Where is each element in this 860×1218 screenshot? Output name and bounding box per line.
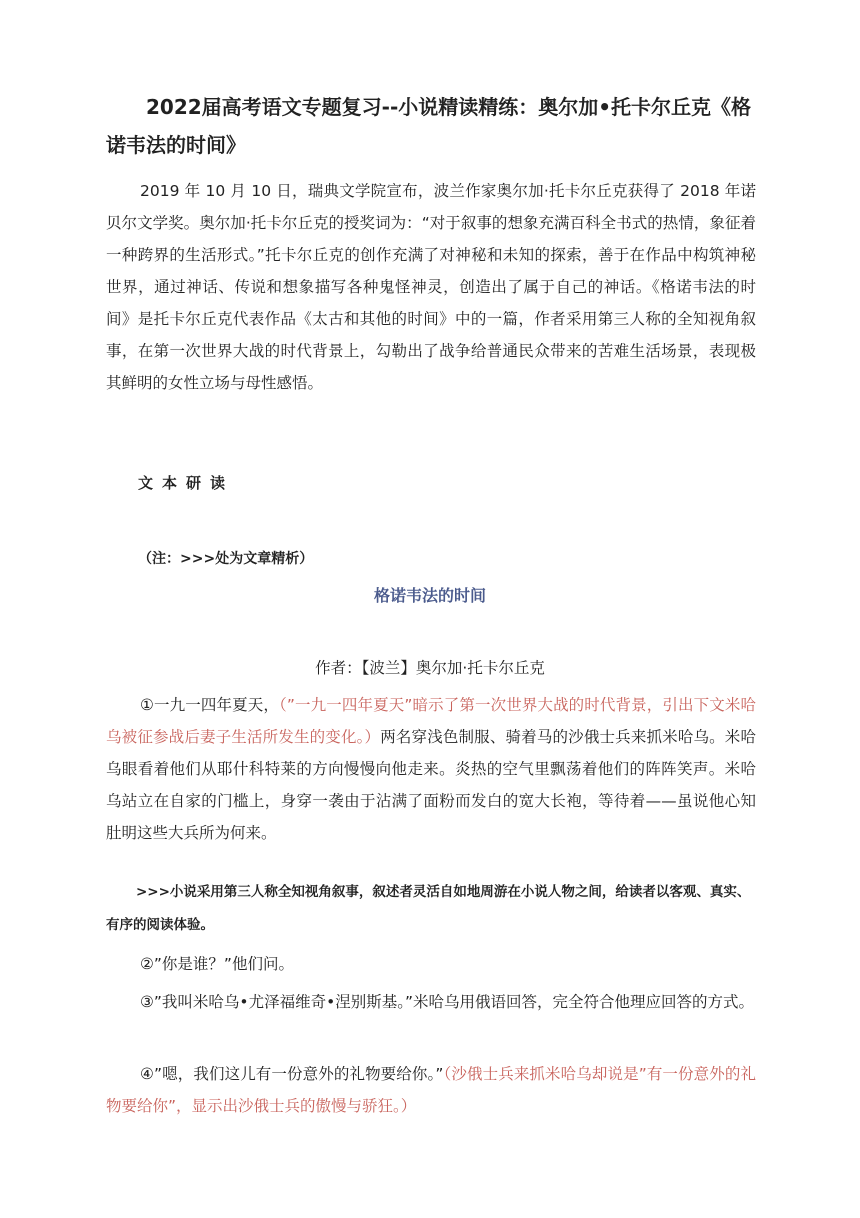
- document-title: 2022届高考语文专题复习--小说精读精练：奥尔加•托卡尔丘克《格诺韦法的时间》: [106, 95, 752, 157]
- analysis-note: （注：>>>处为文章精析）: [138, 551, 314, 567]
- paragraph-4: [106, 1058, 756, 1122]
- paragraph-1: [106, 689, 756, 849]
- paragraph-1-text-end: 两名穿浅色制服、骑着马的沙俄士兵来抓米哈乌。米哈乌眼看着他们从耶什科特莱的方向慢慢向他走来。炎热的空气里飘荡着他们的阵阵笑声。米哈乌站立在自家的门槛上，身穿一袭由于沾满了面粉而发白的宽大长袍，等待着——虽说他心知肚明这些大兵所为何来。: [106, 728, 756, 842]
- paragraph-2: ②”你是谁？”他们问。: [140, 955, 294, 973]
- paragraph-4-text: ④”嗯，我们这儿有一份意外的礼物要给你。”: [140, 1065, 444, 1083]
- intro-paragraph: 2019 年 10 月 10 日，瑞典文学院宣布，波兰作家奥尔加·托卡尔丘克获得了 2018 年诺贝尔文学奖。奥尔加·托卡尔丘克的授奖词为：“对于叙事的想象充满百科全书式的热情，象征着一种跨界的生活形式。”托卡尔丘克的创作充满了对神秘和未知的探索，善于在作品中构筑神秘世界，通过神话、传说和想象描写各种鬼怪神灵，创造出了属于自己的神话。《格诺韦法的时间》是托卡尔丘克代表作品《太古和其他的时间》中的一篇，作者采用第三人称的全知视角叙事，在第一次世界大战的时代背景上，勾勒出了战争给普通民众带来的苦难生活场景，表现极其鲜明的女性立场与母性感悟。: [106, 182, 756, 392]
- section-heading: 文本研读: [138, 474, 235, 492]
- paragraph-3: ③”我叫米哈乌•尤泽福维奇•涅别斯基。”米哈乌用俄语回答，完全符合他理应回答的方式。: [140, 993, 754, 1011]
- paragraph-1-annotation: （”一九一四年夏天”暗示了第一次世界大战的时代背景，引出下文米哈乌被征参战后妻子生活所发生的变化。）: [106, 696, 757, 746]
- story-author: 作者：【波兰】奥尔加·托卡尔丘克: [315, 659, 545, 677]
- paragraph-4-annotation: （沙俄士兵来抓米哈乌却说是”有一份意外的礼物要给你”，显示出沙俄士兵的傲慢与骄狂。）: [106, 1065, 756, 1115]
- analysis-comment: >>>小说采用第三人称全知视角叙事，叙述者灵活自如地周游在小说人物之间，给读者以客观、真实、有序的阅读体验。: [106, 884, 751, 933]
- paragraph-1-text-start: ①一九一四年夏天，: [140, 696, 279, 714]
- story-title: 格诺韦法的时间: [373, 586, 486, 605]
